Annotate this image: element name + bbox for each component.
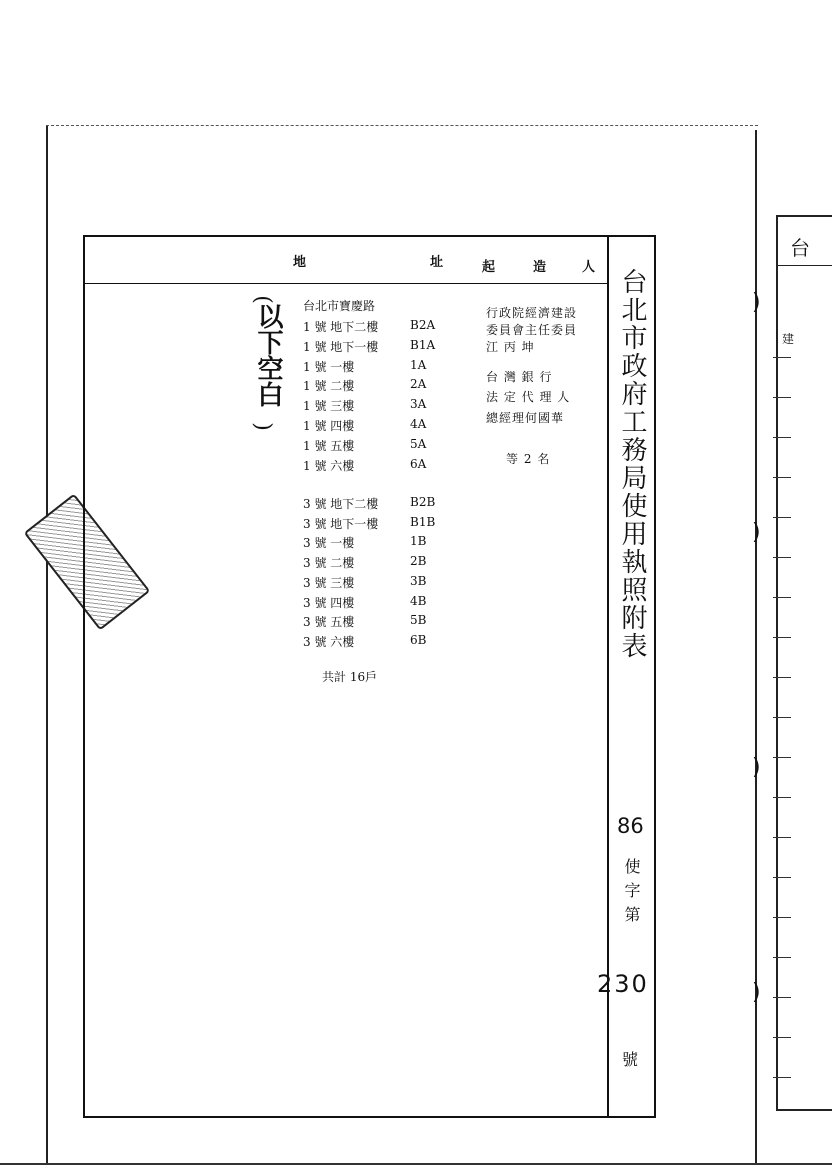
address-row: 3 號 二樓 <box>303 556 355 570</box>
binding-tick <box>773 677 791 678</box>
binding-tick <box>773 717 791 718</box>
binding-tick <box>773 797 791 798</box>
unit-code: B2A <box>410 318 436 332</box>
unit-code: 2B <box>410 554 427 568</box>
address-row: 1 號 六樓 <box>303 459 355 473</box>
unit-code: 1A <box>410 358 427 372</box>
unit-code: 6B <box>410 633 427 647</box>
binding-tick <box>773 597 791 598</box>
builder-line: 總經理何國華 <box>486 411 565 425</box>
builder-line: 台 灣 銀 行 <box>486 370 553 384</box>
binding-tick <box>773 397 791 398</box>
next-page-strip <box>776 215 832 1111</box>
address-row: 3 號 地下二樓 <box>303 497 379 511</box>
binding-tick <box>773 837 791 838</box>
address-row: 1 號 四樓 <box>303 419 355 433</box>
stamp-paren-close: ) <box>249 422 275 431</box>
binding-tick <box>773 917 791 918</box>
license-year-number: 86 <box>617 814 644 838</box>
address-row: 3 號 四樓 <box>303 596 355 610</box>
blank-below-stamp: 以下空白 <box>253 303 283 407</box>
license-number: 230 <box>597 970 649 998</box>
binding-ring-icon: ) <box>752 755 761 780</box>
form-header-divider <box>83 283 608 284</box>
unit-code: 5B <box>410 613 427 627</box>
unit-code: 5A <box>410 437 427 451</box>
binding-ring-icon: ) <box>752 980 761 1005</box>
household-total: 共計 16戶 <box>322 670 378 684</box>
next-page-char: 台 <box>790 236 810 260</box>
address-row: 3 號 五樓 <box>303 615 355 629</box>
page-edge-left <box>46 125 48 1165</box>
builder-line: 行政院經濟建設 <box>486 306 578 320</box>
binding-tick <box>773 477 791 478</box>
page-edge-top <box>46 125 758 127</box>
license-word: 使字第 <box>622 858 641 930</box>
header-address-label-1: 地 <box>293 255 307 270</box>
header-builder-label-3: 人 <box>582 260 596 275</box>
address-row: 3 號 一樓 <box>303 536 355 550</box>
address-row: 1 號 二樓 <box>303 379 355 393</box>
address-row: 3 號 地下一樓 <box>303 517 379 531</box>
unit-code: 6A <box>410 457 427 471</box>
binding-tick <box>773 437 791 438</box>
binding-tick <box>773 877 791 878</box>
address-row: 1 號 三樓 <box>303 399 355 413</box>
next-page-divider <box>776 265 832 266</box>
unit-code: 3A <box>410 397 427 411</box>
binding-tick <box>773 517 791 518</box>
unit-code: B1B <box>410 515 436 529</box>
binding-tick <box>773 997 791 998</box>
unit-code: 3B <box>410 574 427 588</box>
address-row: 3 號 三樓 <box>303 576 355 590</box>
builder-line: 法 定 代 理 人 <box>486 390 571 404</box>
address-row: 1 號 地下一樓 <box>303 340 379 354</box>
page-edge-right <box>755 130 757 1165</box>
binding-tick <box>773 957 791 958</box>
page-edge-bottom <box>0 1163 832 1165</box>
unit-code: 2A <box>410 377 427 391</box>
binding-tick <box>773 757 791 758</box>
address-row: 1 號 五樓 <box>303 439 355 453</box>
unit-code: 1B <box>410 534 427 548</box>
builder-line: 委員會主任委員 <box>486 323 578 337</box>
builder-line: 江 丙 坤 <box>486 340 535 354</box>
address-row: 3 號 六樓 <box>303 635 355 649</box>
binding-tick <box>773 1037 791 1038</box>
address-row: 1 號 一樓 <box>303 360 355 374</box>
binding-ring-icon: ) <box>752 290 761 315</box>
binding-ring-icon: ) <box>752 520 761 545</box>
binding-tick <box>773 357 791 358</box>
address-row: 1 號 地下二樓 <box>303 320 379 334</box>
header-address-label-2: 址 <box>430 255 444 270</box>
next-page-char: 建 <box>782 332 795 346</box>
binding-tick <box>773 1077 791 1078</box>
street-name: 台北市寶慶路 <box>303 299 376 313</box>
unit-code: 4B <box>410 594 427 608</box>
unit-code: B2B <box>410 495 436 509</box>
binding-tick <box>773 637 791 638</box>
builder-count: 等 2 名 <box>506 452 551 466</box>
unit-code: B1A <box>410 338 436 352</box>
header-builder-label-1: 起 <box>482 260 496 275</box>
binding-tick <box>773 557 791 558</box>
header-builder-label-2: 造 <box>533 260 547 275</box>
form-title: 台北市政府工務局使用執照附表 <box>617 268 647 660</box>
license-hao: 號 <box>622 1050 639 1069</box>
stamp-paren-open: ( <box>249 295 275 304</box>
unit-code: 4A <box>410 417 427 431</box>
